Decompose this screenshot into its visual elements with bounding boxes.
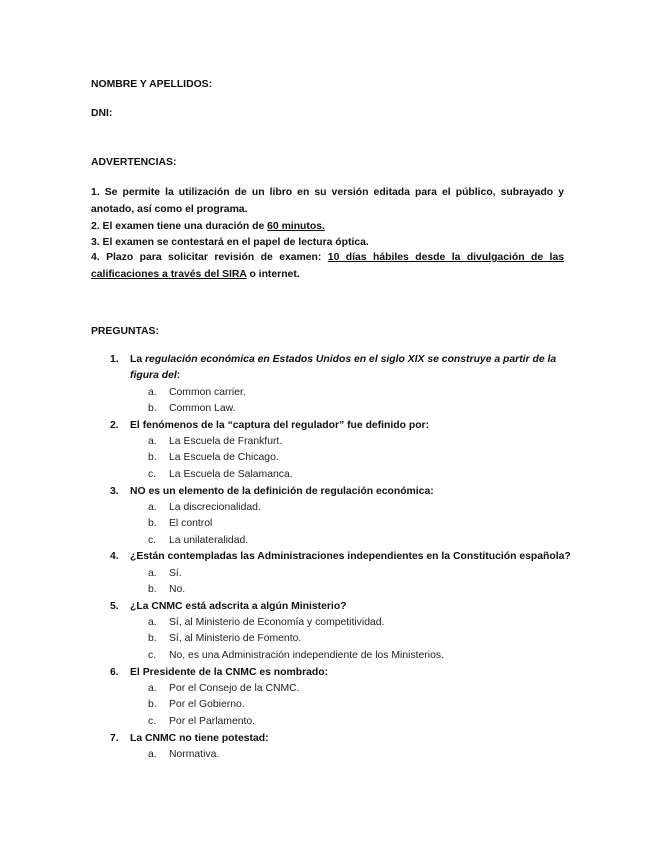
dni-label: DNI:	[91, 108, 113, 119]
option-letter: a.	[148, 683, 157, 694]
question-number: 5.	[110, 601, 119, 612]
question-4	[110, 550, 571, 563]
question-3	[110, 485, 434, 498]
question-2	[110, 419, 429, 432]
warnings-title: ADVERTENCIAS:	[91, 157, 177, 168]
option-text: regulación económica en Estados Unidos en el siglo XIX se construye a partir de la	[145, 354, 557, 365]
warning-4-text: 4. Plazo para solicitar revisión de examen:	[91, 252, 328, 263]
option-letter: b.	[148, 403, 157, 414]
option-letter: c.	[148, 650, 157, 661]
question-number: 3.	[110, 486, 119, 497]
option-3b	[148, 517, 212, 530]
option-letter: b.	[148, 699, 157, 710]
option-text: La	[130, 354, 146, 365]
option-text: El control	[169, 518, 213, 529]
option-letter: b.	[148, 452, 157, 463]
question-text: ¿Están contempladas las Administraciones independientes en la Constitución española?	[130, 551, 571, 562]
option-text: Por el Parlamento.	[169, 716, 256, 727]
warning-2-text: 2. El examen tiene una duración de	[91, 221, 268, 232]
question-text: El Presidente de la CNMC es nombrado:	[130, 667, 329, 678]
option-text: La Escuela de Chicago.	[169, 452, 279, 463]
option-text: Por el Gobierno.	[169, 699, 245, 710]
option-2a	[148, 435, 282, 448]
option-5a	[148, 616, 384, 629]
option-1a	[148, 386, 246, 399]
option-letter: c.	[148, 535, 157, 546]
option-text: La unilateralidad.	[169, 535, 249, 546]
name-label: NOMBRE Y APELLIDOS:	[91, 79, 213, 90]
option-letter: b.	[148, 633, 157, 644]
option-text: La discrecionalidad.	[169, 502, 261, 513]
question-number: 1.	[110, 354, 119, 365]
option-letter: a.	[148, 617, 157, 628]
option-2c	[148, 468, 293, 481]
option-text: Por el Consejo de la CNMC.	[169, 683, 300, 694]
option-text: Sí, al Ministerio de Economía y competitividad.	[169, 617, 385, 628]
warning-4-line-1	[91, 251, 564, 264]
option-7a	[148, 748, 219, 761]
question-number: 7.	[110, 733, 119, 744]
warning-4-line-2	[91, 268, 300, 281]
option-6b	[148, 698, 245, 711]
warning-2	[91, 220, 325, 233]
question-5	[110, 600, 347, 613]
option-3a	[148, 501, 261, 514]
questions-title: PREGUNTAS:	[91, 326, 159, 337]
warning-4-deadline: 10 días hábiles desde la divulgación de las	[327, 252, 564, 263]
warning-4-channel: calificaciones a través del SIRA	[91, 269, 247, 280]
question-text: ¿La CNMC está adscrita a algún Ministerio?	[130, 601, 347, 612]
option-letter: a.	[148, 436, 157, 447]
question-text: La CNMC no tiene potestad:	[130, 733, 269, 744]
option-letter: b.	[148, 584, 157, 595]
option-letter: b.	[148, 518, 157, 529]
warning-1-line-1: 1. Se permite la utilización de un libro en su versión editada para el público, subrayado y	[91, 187, 564, 198]
question-text: NO es un elemento de la definición de regulación económica:	[130, 486, 434, 497]
option-6a	[148, 682, 300, 695]
option-text: Sí.	[169, 568, 182, 579]
option-text: Sí, al Ministerio de Fomento.	[169, 633, 302, 644]
option-4a	[148, 567, 182, 580]
option-text: No, es una Administración independiente de los Ministerios.	[169, 650, 444, 661]
option-text: Common carrier.	[169, 387, 246, 398]
option-text: Common Law.	[169, 403, 236, 414]
option-letter: c.	[148, 469, 157, 480]
option-text: La Escuela de Frankfurt.	[169, 436, 283, 447]
question-number: 4.	[110, 551, 119, 562]
option-text: figura del	[130, 370, 177, 381]
question-text	[130, 353, 556, 366]
option-text: Normativa.	[169, 749, 220, 760]
warning-2-duration: 60 minutos.	[267, 221, 325, 232]
option-letter: c.	[148, 716, 157, 727]
option-text: No.	[169, 584, 186, 595]
question-6	[110, 666, 328, 679]
option-letter: a.	[148, 387, 157, 398]
question-1-line-2	[130, 369, 180, 382]
question-number: 2.	[110, 420, 119, 431]
question-1	[110, 353, 556, 366]
option-letter: a.	[148, 502, 157, 513]
option-3c	[148, 534, 248, 547]
option-text: La Escuela de Salamanca.	[169, 469, 293, 480]
option-5b	[148, 632, 301, 645]
question-text: El fenómenos de la “captura del regulador” fue definido por:	[130, 420, 430, 431]
warning-1-line-2: anotado, así como el programa.	[91, 204, 248, 215]
option-letter: a.	[148, 568, 157, 579]
warning-4-post: o internet.	[246, 269, 300, 280]
option-letter: a.	[148, 749, 157, 760]
option-4b	[148, 583, 185, 596]
option-5c	[148, 649, 444, 662]
option-1b	[148, 402, 235, 415]
option-6c	[148, 715, 255, 728]
warning-3: 3. El examen se contestará en el papel de lectura óptica.	[91, 237, 369, 248]
option-text: :	[176, 370, 181, 381]
option-2b	[148, 451, 279, 464]
question-7	[110, 732, 269, 745]
question-number: 6.	[110, 667, 119, 678]
